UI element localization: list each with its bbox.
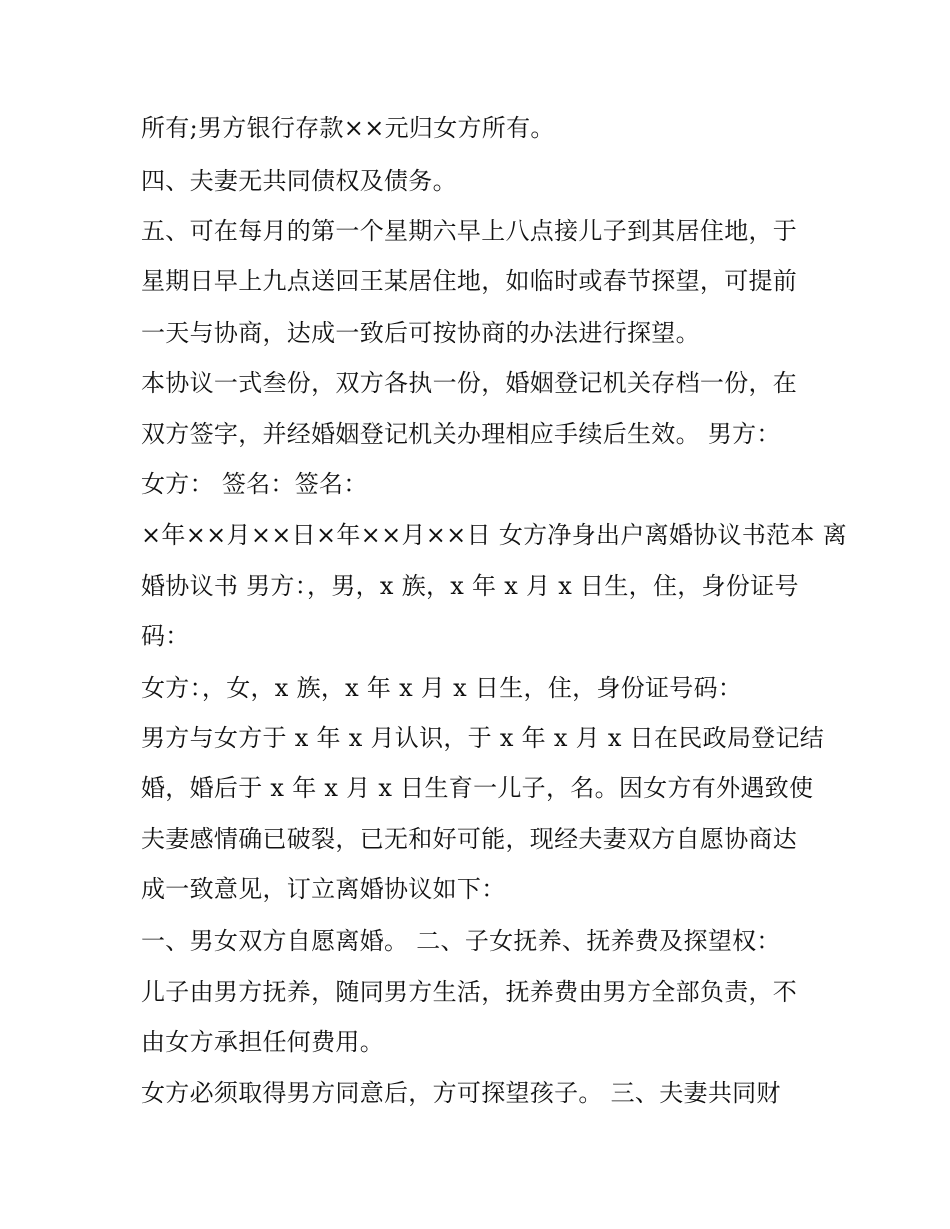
text-line: 女方：，女，x 族，x 年 x 月 x 日生，住，身份证号码： xyxy=(141,674,743,702)
text-line: 一天与协商，达成一致后可按协商的办法进行探望。 xyxy=(141,319,700,347)
text-line: 所有;男方银行存款××元归女方所有。 xyxy=(141,114,555,142)
text-line: 双方签字，并经婚姻登记机关办理相应手续后生效。 男方： xyxy=(141,420,781,448)
text-line: 五、可在每月的第一个星期六早上八点接儿子到其居住地，于 xyxy=(141,217,798,245)
text-line: 成一致意见，订立离婚协议如下： xyxy=(141,875,506,903)
text-line: 本协议一式叁份，双方各执一份，婚姻登记机关存档一份，在 xyxy=(141,369,798,397)
text-line: 星期日早上九点送回王某居住地，如临时或春节探望，可提前 xyxy=(141,267,798,295)
text-line: 四、夫妻无共同债权及债务。 xyxy=(141,167,457,195)
text-line: 夫妻感情确已破裂，已无和好可能，现经夫妻双方自愿协商达 xyxy=(141,825,798,853)
text-line: 女方必须取得男方同意后，方可探望孩子。 三、夫妻共同财 xyxy=(141,1079,781,1107)
text-line: 女方： 签名：签名： xyxy=(141,470,368,498)
text-line: 婚协议书 男方：，男，x 族，x 年 x 月 x 日生，住，身份证号 xyxy=(141,572,799,600)
text-line: 由女方承担任何费用。 xyxy=(141,1028,384,1056)
text-line: 男方与女方于 x 年 x 月认识，于 x 年 x 月 x 日在民政局登记结 xyxy=(141,724,825,752)
text-line: 儿子由男方抚养，随同男方生活，抚养费由男方全部负责，不 xyxy=(141,978,798,1006)
text-line: 码： xyxy=(141,622,190,650)
text-line: 一、男女双方自愿离婚。 二、子女抚养、抚养费及探望权： xyxy=(141,927,781,955)
text-line: 婚，婚后于 x 年 x 月 x 日生育一儿子，名。因女方有外遇致使 xyxy=(141,774,814,802)
text-line: ×年××月××日×年××月××日 女方净身出户离婚协议书范本 离 xyxy=(141,521,847,549)
